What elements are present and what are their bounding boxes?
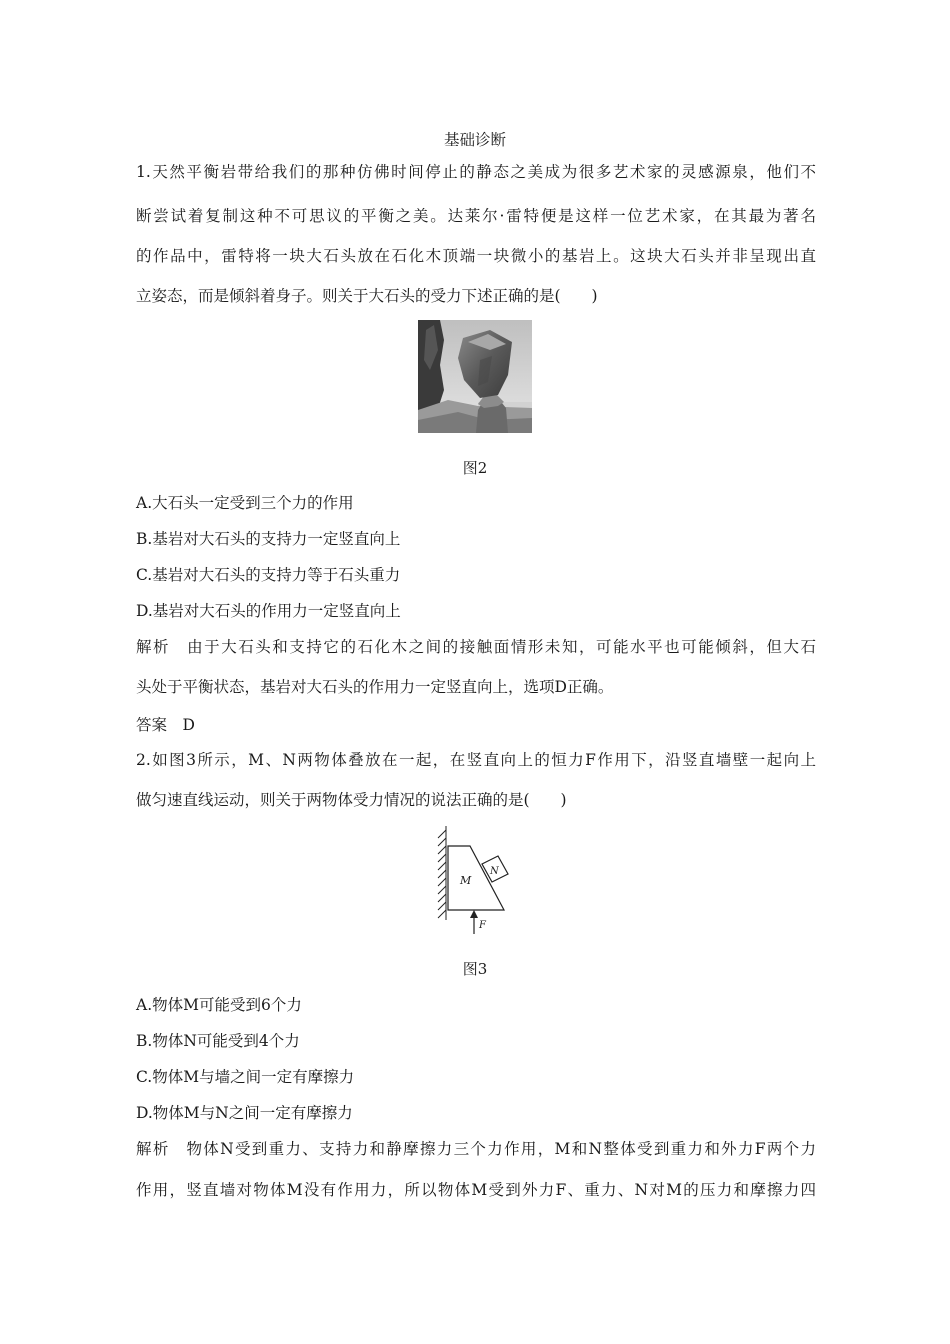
- q1-figure-caption: 图2: [462, 459, 488, 477]
- q1-analysis-line-1: 解析 由于大石头和支持它的石化木之间的接触面情形未知，可能水平也可能倾斜，但大石: [136, 638, 816, 656]
- q1-option-c: C.基岩对大石头的支持力等于石头重力: [136, 566, 401, 584]
- q1-stem-line-2: 断尝试着复制这种不可思议的平衡之美。达莱尔·雷特便是这样一位艺术家，在其最为著名: [136, 207, 816, 225]
- label-m: M: [460, 874, 472, 887]
- q1-stem-line-4: 立姿态，而是倾斜着身子。则关于大石头的受力下述正确的是( ): [136, 287, 598, 305]
- q2-stem-line-1: 2.如图3所示，M、N两物体叠放在一起，在竖直向上的恒力F作用下，沿竖直墙壁一起向上: [136, 751, 816, 769]
- q2-option-b: B.物体N可能受到4个力: [136, 1032, 300, 1050]
- q2-option-d: D.物体M与N之间一定有摩擦力: [136, 1104, 353, 1122]
- label-n: N: [490, 866, 499, 877]
- q1-option-a: A.大石头一定受到三个力的作用: [136, 494, 354, 512]
- section-title: 基础诊断: [443, 131, 506, 149]
- q1-option-b: B.基岩对大石头的支持力一定竖直向上: [136, 530, 401, 548]
- q2-analysis-line-1: 解析 物体N受到重力、支持力和静摩擦力三个力作用，M和N整体受到重力和外力F两个力: [136, 1140, 816, 1158]
- q2-analysis-line-2: 作用，竖直墙对物体M没有作用力，所以物体M受到外力F、重力、N对M的压力和摩擦力四: [136, 1181, 816, 1199]
- q1-stem-line-1: 1.天然平衡岩带给我们的那种仿佛时间停止的静态之美成为很多艺术家的灵感源泉，他们不: [136, 163, 816, 181]
- q2-option-c: C.物体M与墙之间一定有摩擦力: [136, 1068, 355, 1086]
- label-f: F: [479, 920, 486, 931]
- q2-stem-line-2: 做匀速直线运动，则关于两物体受力情况的说法正确的是( ): [136, 791, 567, 809]
- balanced-rock-photo: [418, 320, 532, 433]
- q2-option-a: A.物体M可能受到6个力: [136, 996, 302, 1014]
- q1-answer: 答案 D: [136, 716, 195, 734]
- force-diagram: [432, 822, 520, 940]
- q1-stem-line-3: 的作品中，雷特将一块大石头放在石化木顶端一块微小的基岩上。这块大石头并非呈现出直: [136, 247, 816, 265]
- q1-option-d: D.基岩对大石头的作用力一定竖直向上: [136, 602, 401, 620]
- q2-figure-caption: 图3: [462, 960, 488, 978]
- q1-analysis-line-2: 头处于平衡状态，基岩对大石头的作用力一定竖直向上，选项D正确。: [136, 678, 614, 696]
